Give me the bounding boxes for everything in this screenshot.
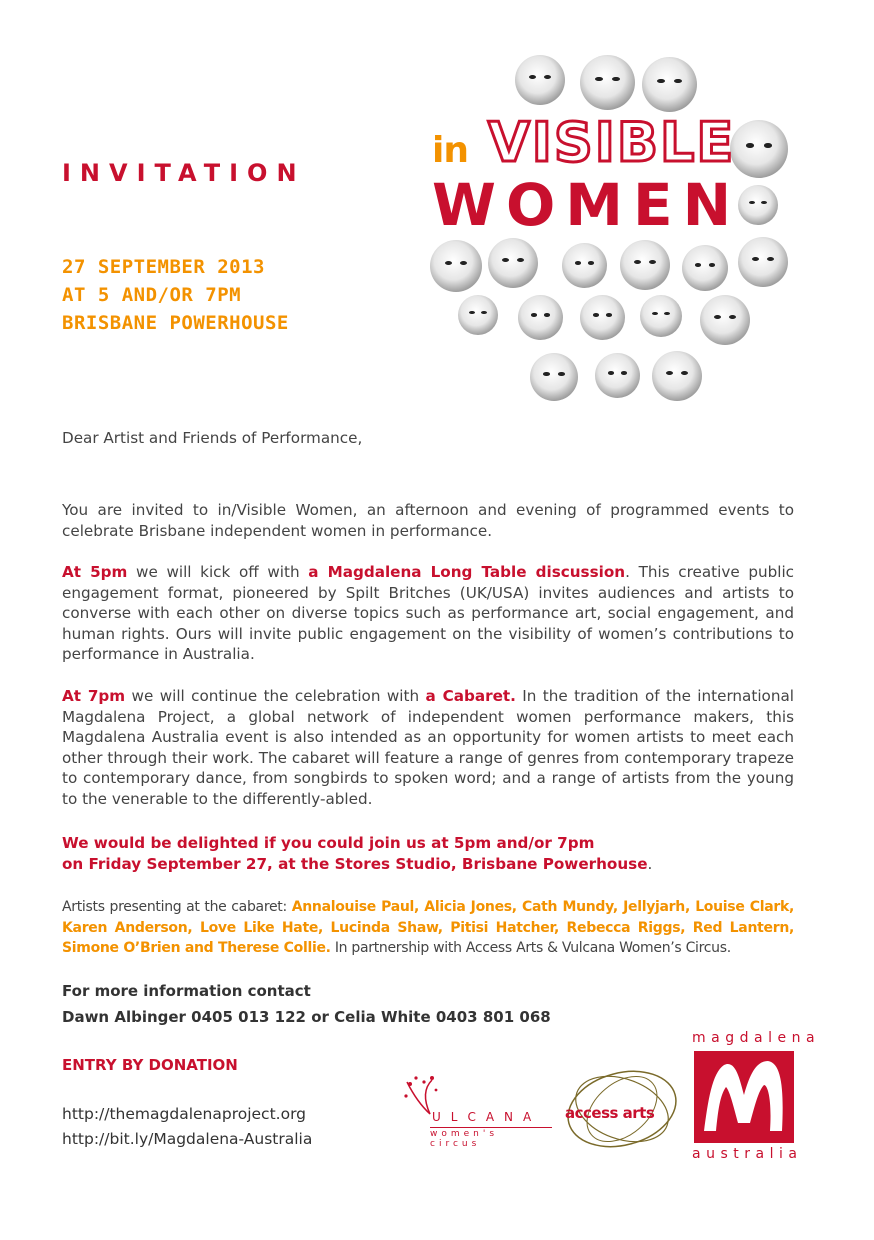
- face-image: [580, 55, 635, 110]
- invisible-women-logo: [420, 55, 795, 415]
- contact-names: Dawn Albinger 0405 013 122 or Celia White 0403 801 068: [62, 1008, 551, 1026]
- intro-paragraph: You are invited to in/Visible Women, an afternoon and evening of programmed events to celebrate Brisbane independent women in performance.: [62, 501, 794, 540]
- time-5pm: At 5pm: [62, 563, 128, 581]
- vulcana-name: ULCANA: [432, 1110, 542, 1124]
- time-7pm: At 7pm: [62, 687, 126, 705]
- face-image: [515, 55, 565, 105]
- access-arts-logo: [560, 1064, 685, 1154]
- event-venue: BRISBANE POWERHOUSE: [62, 312, 289, 334]
- magdalena-m-mark: [694, 1051, 794, 1143]
- face-image: [580, 295, 625, 340]
- face-image: [518, 295, 563, 340]
- partnership-text: In partnership with Access Arts & Vulcana Women’s Circus.: [330, 940, 731, 956]
- vulcana-subtitle: women's circus: [430, 1127, 552, 1149]
- artists-list: Annalouise Paul, Alicia Jones, Cath Mundy, Jellyjarh, Louise Clark, Karen Anderson, Love Like Hate, Lucinda Shaw, Pitisi Hatcher, Rebecca Riggs, Red Lantern, Simone O’Brien and Therese Collie.: [62, 899, 794, 956]
- event-time: AT 5 AND/OR 7PM: [62, 284, 242, 306]
- face-image: [458, 295, 498, 335]
- delighted-line: on Friday September 27, at the Stores Studio, Brisbane Powerhouse: [62, 854, 648, 873]
- face-image: [430, 240, 482, 292]
- magdalena-text: magdalena: [692, 1030, 821, 1046]
- artists-lead: Artists presenting at the cabaret:: [62, 899, 292, 915]
- cabaret-paragraph: [62, 686, 794, 809]
- letter-greeting: Dear Artist and Friends of Performance,: [62, 429, 363, 447]
- face-image: [620, 240, 670, 290]
- links-block: [62, 1102, 312, 1152]
- magdalena-australia-logo: [692, 1030, 821, 1165]
- vulcana-logo: [402, 1072, 552, 1149]
- paragraph-text: . This creative public engagement format, pioneered by Spilt Britches (UK/USA) invites audiences and artists to converse with each other on diverse topics such as performance art, social engagement, and human rights. Ours will invite public engagement on the visibility of women’s contributions to performance in Australia.: [62, 563, 795, 663]
- paragraph-text: we will continue the celebration with: [125, 687, 426, 705]
- cabaret-event: a Cabaret.: [425, 687, 516, 705]
- delighted-note: [62, 833, 794, 874]
- face-image: [642, 57, 697, 112]
- face-image: [682, 245, 728, 291]
- face-image: [730, 120, 788, 178]
- contact-block: [62, 978, 551, 1030]
- magdalena-australia-link[interactable]: http://bit.ly/Magdalena-Australia: [62, 1130, 313, 1148]
- delighted-line: We would be delighted if you could join us at 5pm and/or 7pm: [62, 834, 595, 852]
- logo-women-text: WOMEN: [432, 171, 742, 239]
- long-table-paragraph: [62, 562, 794, 665]
- face-image: [700, 295, 750, 345]
- australia-text: australia: [692, 1146, 803, 1162]
- paragraph-text: we will kick off with: [127, 563, 309, 581]
- m-brush-icon: [694, 1051, 794, 1143]
- entry-by-donation: ENTRY BY DONATION: [62, 1056, 238, 1074]
- face-image: [562, 243, 607, 288]
- long-table-event: a Magdalena Long Table discussion: [308, 563, 626, 581]
- face-image: [595, 353, 640, 398]
- invitation-title: invitation: [62, 150, 306, 190]
- artists-paragraph: [62, 897, 794, 959]
- logo-in-text: in: [432, 130, 468, 171]
- face-image: [652, 351, 702, 401]
- face-image: [640, 295, 682, 337]
- face-image: [530, 353, 578, 401]
- magdalena-project-link[interactable]: http://themagdalenaproject.org: [62, 1105, 307, 1123]
- face-image: [488, 238, 538, 288]
- access-arts-name: access arts: [565, 1104, 655, 1122]
- paragraph-text: In the tradition of the international Magdalena Project, a global network of independent women performance makers, this Magdalena Australia event is also intended as an opportunity for women artists to meet each other through their work. The cabaret will feature a range of genres from contemporary trapeze to contemporary dance, from songbirds to spoken word; and a range of artists from the young to the venerable to the differently-abled.: [62, 687, 794, 808]
- face-image: [738, 185, 778, 225]
- period: .: [647, 854, 653, 873]
- face-image: [738, 237, 788, 287]
- event-date: 27 SEPTEMBER 2013: [62, 256, 265, 278]
- logo-visible-text: VISIBLE: [488, 111, 736, 174]
- contact-heading: For more information contact: [62, 982, 311, 1000]
